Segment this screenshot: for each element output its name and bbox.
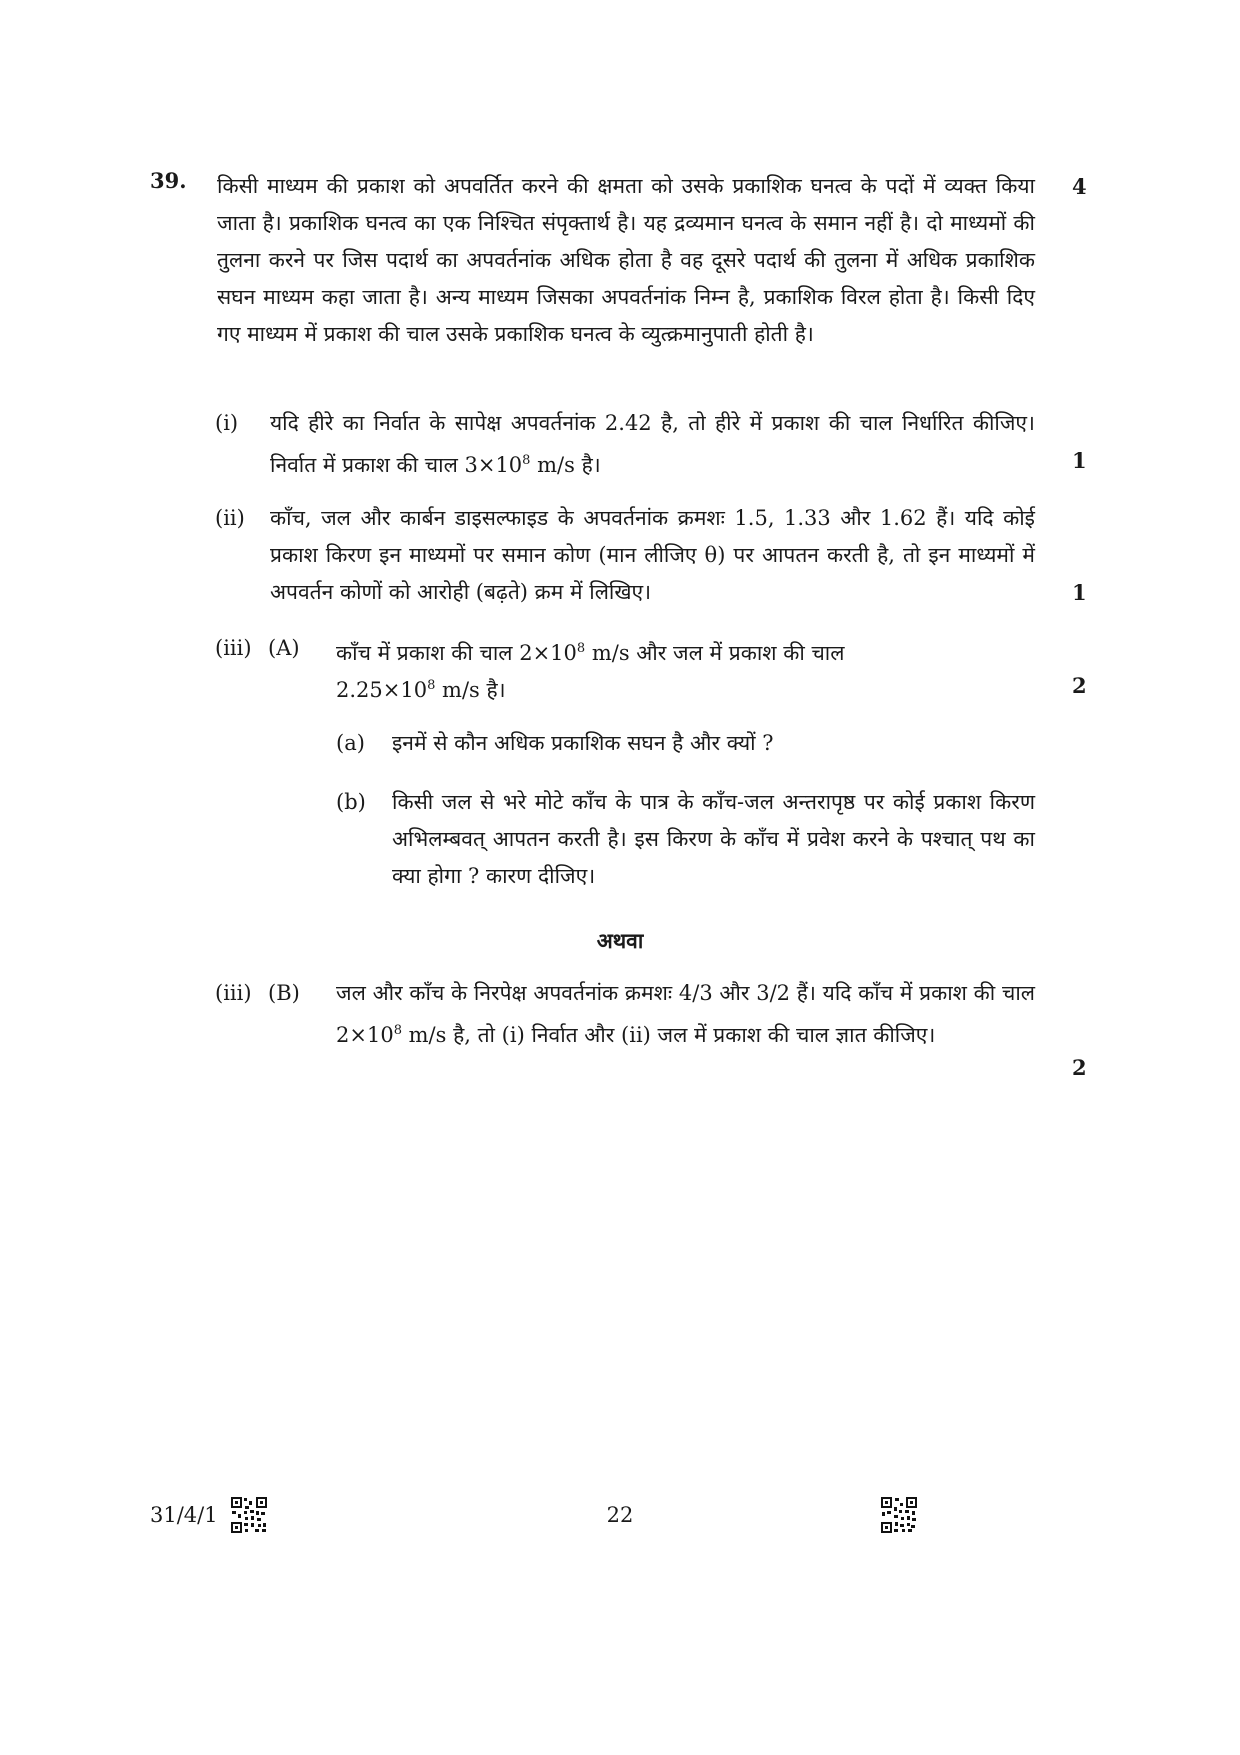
part-ii-label: (ii) bbox=[215, 506, 245, 530]
qr-code-icon bbox=[230, 1496, 268, 1534]
part-iii-a-a-text: इनमें से कौन अधिक प्रकाशिक सघन है और क्यों ? bbox=[392, 731, 774, 755]
part-i-text: यदि हीरे का निर्वात के सापेक्ष अपवर्तनांक 2.42 है, तो हीरे में प्रकाश की चाल निर्धारित कीजिए। निर्वात में प्रकाश की चाल $3\times 10^8$ m/s है। bbox=[270, 411, 1035, 477]
part-iii-a-line2: $2.25\times 10^8$ m/s है। bbox=[336, 678, 506, 702]
question-marks: 4 bbox=[1072, 174, 1087, 199]
part-iii-b-label: (iii) bbox=[215, 981, 252, 1005]
part-iii-a-a-label: (a) bbox=[336, 731, 365, 755]
part-iii-b-sublabel: (B) bbox=[268, 981, 300, 1005]
qr-code-icon bbox=[880, 1496, 918, 1534]
part-iii-b-marks: 2 bbox=[1072, 1055, 1087, 1080]
part-iii-b-text: जल और काँच के निरपेक्ष अपवर्तनांक क्रमशः 4/3 और 3/2 हैं। यदि काँच में प्रकाश की चाल $2\times 10^8$ m/s है, तो (i) निर्वात और (ii) जल में प्रकाश की चाल ज्ञात कीजिए। bbox=[336, 981, 1035, 1047]
part-iii-a-marks: 2 bbox=[1072, 673, 1087, 698]
page-number: 22 bbox=[606, 1503, 634, 1527]
part-iii-a-b-label: (b) bbox=[336, 790, 366, 814]
paper-code: 31/4/1 bbox=[150, 1503, 218, 1527]
part-iii-a-b-text: किसी जल से भरे मोटे काँच के पात्र के काँच-जल अन्तरापृष्ठ पर कोई प्रकाश किरण अभिलम्बवत् आपतन करती है। इस किरण के काँच में प्रवेश करने के पश्चात् पथ का क्या होगा ? कारण दीजिए। bbox=[392, 790, 1035, 888]
athava-heading: अथवा bbox=[596, 928, 644, 953]
part-iii-a-line1: काँच में प्रकाश की चाल $2\times 10^8$ m/s और जल में प्रकाश की चाल bbox=[336, 641, 845, 665]
question-number: 39. bbox=[150, 168, 187, 193]
part-ii-text: काँच, जल और कार्बन डाइसल्फाइड के अपवर्तनांक क्रमशः 1.5, 1.33 और 1.62 हैं। यदि कोई प्रकाश किरण इन माध्यमों पर समान कोण (मान लीजिए θ) पर आपतन करती है, तो इन माध्यमों में अपवर्तन कोणों को आरोही (बढ़ते) क्रम में लिखिए। bbox=[270, 506, 1035, 604]
part-i-marks: 1 bbox=[1072, 448, 1087, 473]
part-iii-a-sublabel: (A) bbox=[268, 636, 300, 660]
part-iii-a-label: (iii) bbox=[215, 636, 252, 660]
part-ii-marks: 1 bbox=[1072, 580, 1087, 605]
question-stem: किसी माध्यम की प्रकाश को अपवर्तित करने की क्षमता को उसके प्रकाशिक घनत्व के पदों में व्यक्त किया जाता है। प्रकाशिक घनत्व का एक निश्चित संपृक्तार्थ है। यह द्रव्यमान घनत्व के समान नहीं है। दो माध्यमों की तुलना करने पर जिस पदार्थ का अपवर्तनांक अधिक होता है वह दूसरे पदार्थ की तुलना में अधिक प्रकाशिक सघन माध्यम कहा जाता है। अन्य माध्यम जिसका अपवर्तनांक निम्न है, प्रकाशिक विरल होता है। किसी दिए गए माध्यम में प्रकाश की चाल उसके प्रकाशिक घनत्व के व्युत्क्रमानुपाती होती है। bbox=[217, 174, 1035, 346]
part-i-label: (i) bbox=[215, 411, 239, 435]
